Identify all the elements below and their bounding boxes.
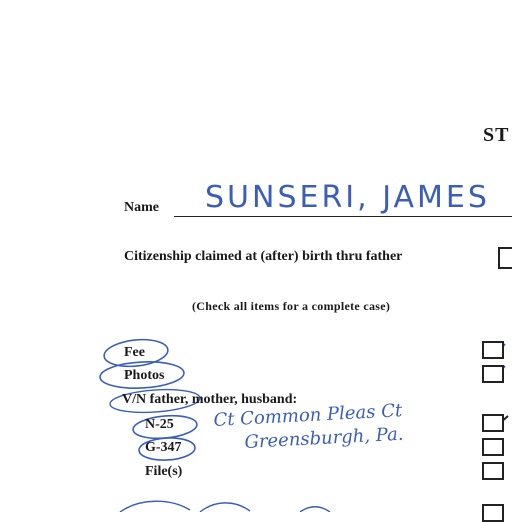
citizenship-checkbox[interactable] bbox=[498, 247, 512, 269]
photos-label: Photos bbox=[124, 368, 165, 383]
bottom-checkbox[interactable] bbox=[482, 504, 504, 522]
court-annotation-line2: Greensburgh, Pa. bbox=[244, 423, 405, 453]
photos-checkbox[interactable] bbox=[482, 365, 504, 383]
court-annotation-line1: Ct Common Pleas Ct bbox=[213, 400, 403, 431]
fee-label: Fee bbox=[124, 345, 145, 360]
vn-label: V/N father, mother, husband: bbox=[122, 392, 298, 407]
files-checkbox[interactable] bbox=[482, 462, 504, 480]
bottom-scribble bbox=[120, 501, 330, 512]
g347-checkbox[interactable] bbox=[482, 438, 504, 456]
n25-checkbox[interactable] bbox=[482, 414, 504, 432]
form-title-fragment: ST bbox=[483, 124, 510, 146]
fee-checkbox[interactable] bbox=[482, 341, 504, 359]
citizenship-label: Citizenship claimed at (after) birth thru father bbox=[124, 249, 403, 264]
instruction-text: (Check all items for a complete case) bbox=[192, 299, 391, 313]
name-value[interactable]: SUNSERI, JAMES bbox=[205, 180, 490, 215]
g347-label: G-347 bbox=[145, 440, 182, 455]
name-label: Name bbox=[124, 200, 159, 215]
name-underline bbox=[174, 216, 512, 217]
n25-label: N-25 bbox=[145, 417, 174, 432]
files-label: File(s) bbox=[145, 464, 183, 479]
